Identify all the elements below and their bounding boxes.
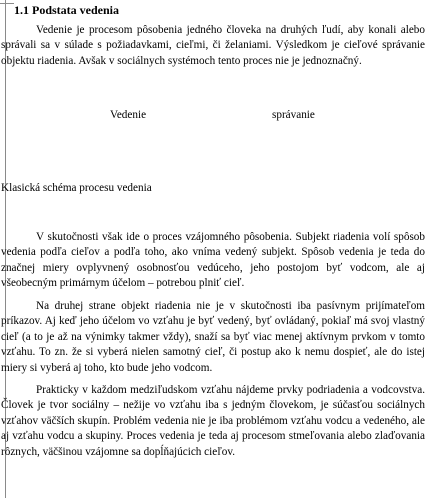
diagram-label-spravanie: správanie bbox=[272, 109, 315, 121]
paragraph-4: Prakticky v každom medziľudskom vzťahu nájdeme prvky podriadenia a vodcovstva. Človek je tvor sociálny – nežije vo vzťahu iba s jedným človekom, je súčasťou sociálnych vzťahov väčších skupín. Problém vedenia nie je iba problémom vzťahu vodcu a vedeného, ale aj vzťahu vodcu a skupiny. Proces vedenia je teda aj procesom stmeľovania alebo zlaďovania rôznych, väčšinou vzájomne sa dopĺňajúcich cieľov. bbox=[1, 384, 425, 458]
paragraph-1: Vedenie je procesom pôsobenia jedného človeka na druhých ľudí, aby konali alebo správali sa v súlade s požiadavkami, cieľmi, či želaniami. Výsledkom je cieľové správanie objektu riadenia. Avšak v sociálnych systémoch tento proces nie je jednoznačný. bbox=[1, 24, 425, 67]
figure-caption: Klasická schéma procesu vedenia bbox=[1, 182, 152, 194]
diagram-label-vedenie: Vedenie bbox=[110, 109, 147, 121]
paragraph-2: V skutočnosti však ide o proces vzájomného pôsobenia. Subjekt riadenia volí spôsob vedenia podľa cieľov a podľa toho, ako vníma vedený subjekt. Spôsob vedenia je teda do značnej miery ovplyvnený osobnosťou vedúceho, jeho postojom byť vodcom, ale aj všeobecným primárnym účelom – potrebou plniť cieľ. bbox=[1, 231, 425, 290]
section-heading: 1.1 Podstata vedenia bbox=[14, 3, 119, 17]
paragraph-3: Na druhej strane objekt riadenia nie je v skutočnosti iba pasívnym prijímateľom príkazov. Aj keď jeho účelom vo vzťahu je byť vedený, byť ovládaný, pokiaľ má svoj vlastný cieľ (a to je až na výnimky takmer vždy), snaží sa byť viac menej aktívnym prvkom v tomto vzťahu. To zn. že si vyberá nielen samotný cieľ, či postup ako k nemu dospieť, ale do istej miery si vyberá aj toho, kto bude jeho vodcom. bbox=[1, 300, 425, 374]
